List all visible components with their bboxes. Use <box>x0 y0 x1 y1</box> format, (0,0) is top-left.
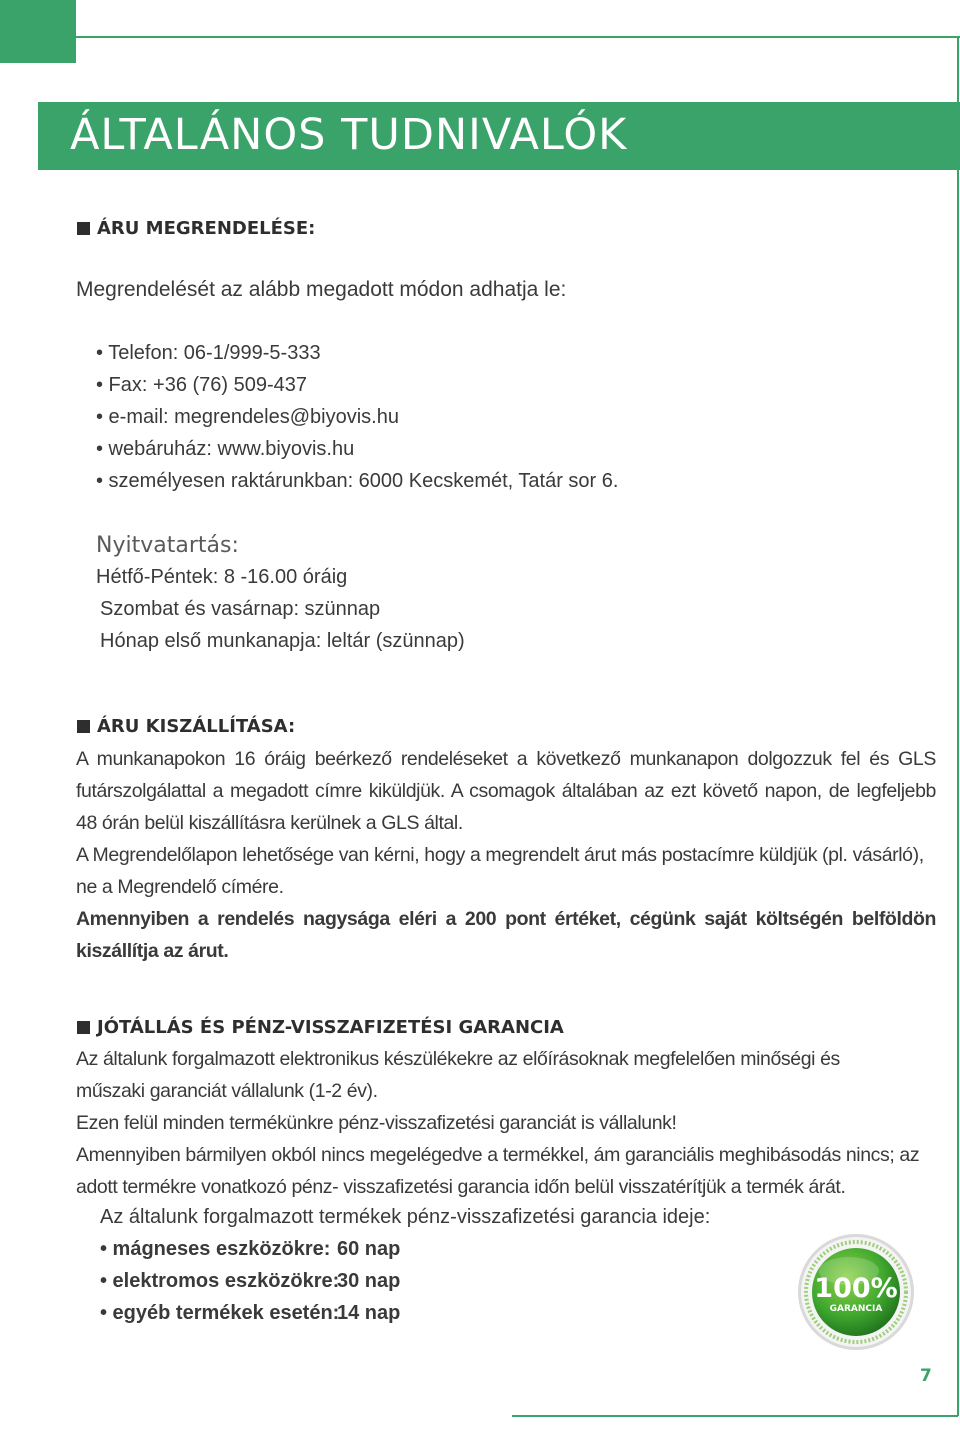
delivery-heading <box>77 716 295 737</box>
warranty-paragraph-1: Az általunk forgalmazott elektronikus készülékekre az előírásoknak megfelelően minőségi és műszaki garanciát vállalunk (1-2 év). <box>76 1048 840 1102</box>
square-bullet-icon <box>77 1021 90 1034</box>
warranty-paragraph-3: Amennyiben bármilyen okból nincs megelégedve a termékkel, ám garanciális meghibásodás nincs; az adott termékre vonatkozó pénz- visszafizetési garancia időn belül visszatérítjük a termék árát. <box>76 1144 920 1198</box>
warranty-period-intro: Az általunk forgalmazott termékek pénz-visszafizetési garancia ideje: <box>100 1206 711 1228</box>
warranty-period-magnetic <box>100 1238 401 1261</box>
title-band <box>38 102 960 170</box>
delivery-paragraph-2: A Megrendelőlapon lehetősége van kérni, hogy a megrendelt árut más postacímre küldjük (pl. vásárló), ne a Megrendelő címére. <box>76 844 924 898</box>
period-value: 30 nap <box>337 1270 401 1292</box>
warranty-period-other <box>100 1302 401 1325</box>
bottom-rule <box>512 1415 958 1417</box>
contact-phone: • Telefon: 06-1/999-5-333 <box>96 342 321 364</box>
corner-decoration <box>0 0 76 63</box>
warranty-heading-text: JÓTÁLLÁS ÉS PÉNZ-VISSZAFIZETÉSI GARANCIA <box>97 1017 564 1038</box>
top-rule <box>76 36 960 38</box>
contact-email: • e-mail: megrendeles@biyovis.hu <box>96 406 399 428</box>
right-rule <box>957 36 959 1416</box>
delivery-paragraph-1: A munkanapokon 16 óráig beérkező rendeléseket a következő munkanapon dolgozzuk fel és GLS futárszolgálattal a megadott címre kiküldjük. A csomagok általában az ezt követő napon, de legfeljebb 48 órán belül kiszállításra kerülnek a GLS által. <box>76 748 936 834</box>
page-title: ÁLTALÁNOS TUDNIVALÓK <box>70 110 628 160</box>
opening-hours-weekend: Szombat és vasárnap: szünnap <box>100 598 381 620</box>
ordering-heading <box>77 218 315 239</box>
contact-webshop: • webáruház: www.biyovis.hu <box>96 438 355 460</box>
period-value: 60 nap <box>337 1238 401 1260</box>
opening-hours-weekdays: Hétfő-Péntek: 8 -16.00 óráig <box>96 566 348 588</box>
period-value: 14 nap <box>337 1302 401 1324</box>
square-bullet-icon <box>77 720 90 733</box>
delivery-paragraph-3: Amennyiben a rendelés nagysága eléri a 200 pont értéket, cégünk saját költségén belföldön kiszállítja az árut. <box>76 908 936 962</box>
badge-percent: 100% <box>814 1273 898 1304</box>
opening-hours-title: Nyitvatartás: <box>96 533 239 558</box>
ordering-intro: Megrendelését az alább megadott módon adhatja le: <box>76 278 567 301</box>
period-label: • egyéb termékek esetén: <box>100 1302 340 1324</box>
guarantee-badge-icon <box>797 1233 915 1351</box>
contact-fax: • Fax: +36 (76) 509-437 <box>96 374 308 396</box>
page-number: 7 <box>920 1366 932 1386</box>
ordering-heading-text: ÁRU MEGRENDELÉSE: <box>97 218 316 239</box>
warranty-period-electric <box>100 1270 401 1293</box>
badge-label: GARANCIA <box>829 1304 883 1314</box>
opening-hours-inventory: Hónap első munkanapja: leltár (szünnap) <box>100 630 465 652</box>
square-bullet-icon <box>77 222 90 235</box>
warranty-paragraph-2: Ezen felül minden termékünkre pénz-visszafizetési garanciát is vállalunk! <box>76 1112 677 1134</box>
period-label: • elektromos eszközökre: <box>100 1270 340 1292</box>
delivery-heading-text: ÁRU KISZÁLLÍTÁSA: <box>97 716 296 737</box>
contact-in-person: • személyesen raktárunkban: 6000 Kecskemét, Tatár sor 6. <box>96 470 619 492</box>
warranty-heading <box>77 1017 564 1038</box>
period-label: • mágneses eszközökre: <box>100 1238 331 1260</box>
